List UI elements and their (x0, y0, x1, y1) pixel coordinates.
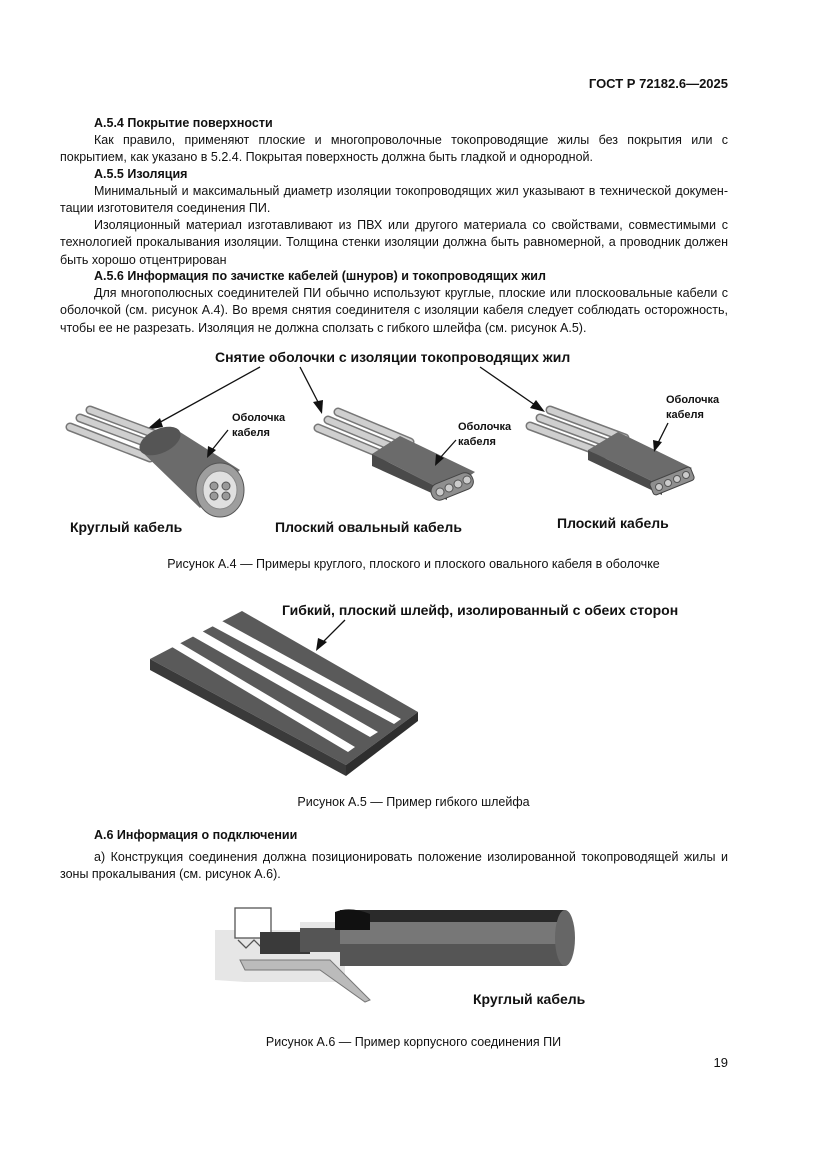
section-a6-title: А.6 Информация о подключении (94, 828, 298, 842)
arrow-head (313, 400, 323, 414)
arrow-head (530, 400, 545, 412)
figure-a5-caption: Рисунок А.5 — Пример гибкого шлейфа (297, 795, 530, 809)
flat-cable-drawing (530, 410, 695, 496)
page-number: 19 (713, 1055, 728, 1070)
round-cable-drawing-a6 (335, 909, 575, 966)
section-a55-title: А.5.5 Изоляция (94, 167, 188, 181)
section-a56-title: А.5.6 Информация по зачистке кабелей (шнуров) и токопроводящих жил (94, 269, 546, 283)
round-sheath-label-1: Оболочка (232, 412, 286, 424)
round-cable-label: Круглый кабель (70, 519, 183, 535)
ribbon-cable-drawing (150, 611, 418, 776)
arrow-line (480, 367, 535, 405)
figure-a4-caption: Рисунок А.4 — Примеры круглого, плоского и плоского овального кабеля в оболочке (167, 557, 660, 571)
figure-a5-flat-ribbon (0, 595, 827, 785)
flat-oval-cable-drawing (318, 412, 476, 503)
figure-a6-housing-connection (0, 900, 827, 1020)
flat-oval-cable-label: Плоский овальный кабель (275, 519, 462, 535)
arrow-line (300, 367, 318, 402)
figure-a5-title: Гибкий, плоский шлейф, изолированный с обеих сторон (282, 602, 679, 618)
figure-a6-caption: Рисунок А.6 — Пример корпусного соединения ПИ (265, 1035, 562, 1049)
section-a54-title: А.5.4 Покрытие поверхности (94, 116, 273, 130)
document-code: ГОСТ Р 72182.6—2025 (588, 76, 728, 91)
figure-a4-cable-types (0, 340, 827, 545)
section-a6-text: а) Конструкция соединения должна позиционировать положение изолированной токопроводящей жилы и зоны прокалывания (см. рисунок А.6). (60, 850, 728, 882)
oval-sheath-label-1: Оболочка (458, 421, 512, 433)
figure-a4-title: Снятие оболочки с изоляции токопроводящих жил (215, 349, 571, 365)
section-a54-text: Как правило, применяют плоские и многопроволочные токопроводящие жилы без покрытия или с покрытием, как указано в 5.2.4. Покрытая поверхность должна быть гладкой и однородной. (60, 133, 728, 165)
round-sheath-label-2: кабеля (232, 427, 270, 439)
flat-cable-label: Плоский кабель (557, 515, 669, 531)
section-a55-text-2: Изоляционный материал изготавливают из ПВХ или другого материала со свойствами, совместимыми с технологией прокалывания изоляции. Толщина стенки изоляции должна быть равномерной, а проводник должен быть хорошо отцентрирован (60, 218, 728, 267)
section-a55-text-1: Минимальный и максимальный диаметр изоляции токопроводящих жил указывают в технической документации изготовителя соединения ПИ. (60, 184, 728, 216)
oval-sheath-label-2: кабеля (458, 436, 496, 448)
section-a56-text: Для многополюсных соединителей ПИ обычно используют круглые, плоские или плоскоовальные кабели с оболочкой (см. рисунок А.4). Во время снятия соединителя с изоляции кабеля следует соблюдать осторожность, чтобы ее не разрезать. Изоляция не должна сползать с гибкого шлейфа (см. рисунок А.5). (60, 286, 728, 335)
figure-a6-round-cable-label: Круглый кабель (473, 991, 586, 1007)
flat-sheath-label-2: кабеля (666, 409, 704, 421)
flat-sheath-label-1: Оболочка (666, 394, 720, 406)
